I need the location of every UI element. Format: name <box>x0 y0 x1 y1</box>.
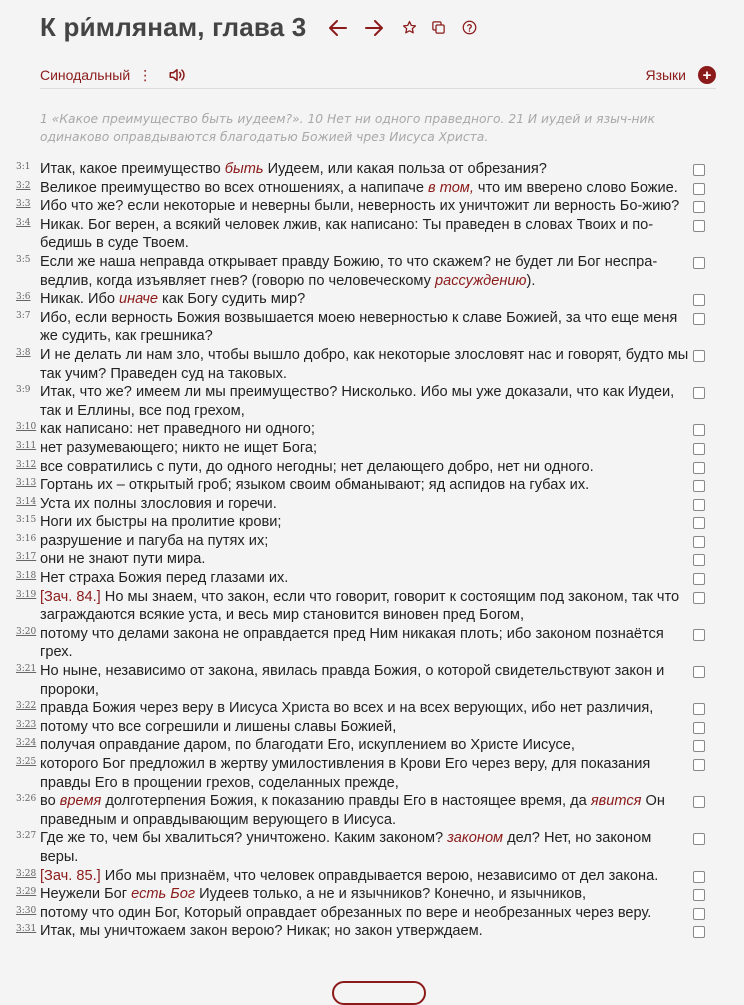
verse-text-segment: что им вверено слово Божие. <box>473 179 678 196</box>
verse-checkbox[interactable] <box>693 480 705 492</box>
more-button[interactable] <box>332 981 426 1005</box>
verse-row <box>0 532 744 551</box>
verse-number: 3:1 <box>16 162 31 172</box>
verse-checkbox[interactable] <box>693 164 705 176</box>
verse-number[interactable]: 3:31 <box>16 924 37 935</box>
verse-row <box>0 458 744 477</box>
plus-icon: + <box>698 66 716 84</box>
verse-row <box>0 625 744 662</box>
verse-text-segment: И не делать ли нам зло, чтобы вышло добро, как некоторые злословят нас и говорят, будто мы так учим? Праведен суд на таковых. <box>40 346 689 382</box>
verse-row <box>0 383 744 420</box>
verse-text <box>40 216 692 253</box>
verse-text-segment: потому что один Бог, Который оправдает обрезанных по вере и необрезанных через веру. <box>40 904 652 921</box>
verse-text <box>40 197 692 216</box>
verse-number[interactable]: 3:18 <box>16 571 37 582</box>
verse-text <box>40 476 692 495</box>
help-icon[interactable] <box>462 20 477 35</box>
verse-text-segment: Итак, мы уничтожаем закон верою? Никак; но закон утверждаем. <box>40 923 483 940</box>
verse-number[interactable]: 3:29 <box>16 887 37 898</box>
verse-list <box>0 160 744 941</box>
verse-number[interactable]: 3:25 <box>16 757 37 767</box>
verse-row <box>0 792 744 829</box>
verse-number[interactable]: 3:13 <box>16 478 37 489</box>
verse-checkbox[interactable] <box>693 722 705 734</box>
verse-text-segment: Ибо что же? если некоторые и неверны были, неверность их уничтожит ли верность Бо-жию? <box>40 198 680 215</box>
italic-insertion: быть <box>224 161 264 177</box>
verse-number[interactable]: 3:14 <box>16 496 37 507</box>
verse-text <box>40 290 692 309</box>
verse-text <box>40 792 692 829</box>
verse-text <box>40 309 692 346</box>
verse-row <box>0 513 744 532</box>
verse-text <box>40 346 692 383</box>
verse-checkbox[interactable] <box>693 833 705 845</box>
verse-text <box>40 736 692 755</box>
verse-row <box>0 420 744 439</box>
verse-number[interactable]: 3:19 <box>16 589 37 600</box>
verse-number[interactable]: 3:22 <box>16 701 37 712</box>
italic-insertion: есть Бог <box>131 886 196 903</box>
italic-insertion: явится <box>590 793 642 810</box>
verse-row <box>0 495 744 514</box>
verse-checkbox[interactable] <box>693 257 705 269</box>
reading-marker: [Зач. 84.] <box>40 588 101 605</box>
verse-text-segment: Где же то, чем бы хвалиться? уничтожено. Каким законом? <box>40 830 448 847</box>
verse-checkbox[interactable] <box>693 499 705 511</box>
verse-checkbox[interactable] <box>693 536 705 548</box>
verse-text-segment: дел? Нет, но законом веры. <box>40 830 652 865</box>
arrow-right-icon[interactable] <box>364 19 384 37</box>
verse-number: 3:7 <box>16 310 31 321</box>
verse-row <box>0 662 744 699</box>
verse-number[interactable]: 3:23 <box>16 719 37 730</box>
verse-text-segment: ). <box>526 272 536 289</box>
verse-text <box>40 458 692 477</box>
verse-checkbox[interactable] <box>693 871 705 883</box>
verse-text-segment: Уста их полны злословия и горечи. <box>40 495 277 512</box>
verse-checkbox[interactable] <box>693 573 705 585</box>
verse-checkbox[interactable] <box>693 443 705 455</box>
verse-checkbox[interactable] <box>693 759 705 771</box>
verse-row <box>0 569 744 588</box>
italic-insertion: в том, <box>428 179 474 196</box>
verse-text-segment: нет разумевающего; никто не ищет Бога; <box>40 439 318 456</box>
verse-text <box>40 513 692 532</box>
italic-insertion: время <box>59 793 102 810</box>
verse-number[interactable]: 3:17 <box>16 552 37 563</box>
verse-text <box>40 383 692 420</box>
verse-text-segment: Гортань их – открытый гроб; языком своим обманывают; яд аспидов на губах их. <box>40 477 590 494</box>
verse-row <box>0 755 744 792</box>
verse-text-segment: Итак, что же? имеем ли мы преимущество? Нисколько. Ибо мы уже доказали, что как Иудеи, так и Еллины, все под грехом, <box>40 384 675 419</box>
verse-text <box>40 625 692 662</box>
verse-text <box>40 699 692 718</box>
verse-checkbox[interactable] <box>693 350 705 362</box>
verse-checkbox[interactable] <box>693 592 705 604</box>
verse-number[interactable]: 3:10 <box>16 422 37 433</box>
verse-number[interactable]: 3:20 <box>16 626 37 637</box>
verse-text-segment: Иудеев только, а не и язычников? Конечно, и язычников, <box>195 886 587 903</box>
verse-text-segment: разрушение и пагуба на путях их; <box>40 532 269 549</box>
italic-insertion: иначе <box>119 291 158 308</box>
verse-checkbox[interactable] <box>693 462 705 474</box>
verse-text-segment: Он праведным и оправдывающим верующего в Иисуса. <box>40 793 665 828</box>
verse-row <box>0 736 744 755</box>
chapter-header <box>40 12 477 43</box>
verse-text-segment: Неужели Бог <box>40 886 132 903</box>
verse-text <box>40 829 692 866</box>
verse-row <box>0 922 744 941</box>
verse-text-segment: как Богу судить мир? <box>158 291 306 308</box>
verse-text <box>40 885 692 904</box>
verse-number[interactable]: 3:4 <box>16 217 31 228</box>
verse-text-segment: они не знают пути мира. <box>40 551 206 568</box>
verse-row <box>0 588 744 625</box>
verse-text <box>40 867 692 886</box>
page-title: К ри́млянам, глава 3 <box>40 12 307 42</box>
verse-text-segment: Ибо, если верность Божия возвышается моею неверностью к славе Божией, за что еще меня же судить, как грешника? <box>40 309 678 345</box>
verse-row <box>0 885 744 904</box>
verse-number: 3:26 <box>16 794 37 805</box>
verse-number: 3:27 <box>16 831 37 842</box>
verse-number[interactable]: 3:3 <box>16 199 31 210</box>
verse-checkbox[interactable] <box>693 889 705 901</box>
verse-text-segment: во <box>40 793 60 810</box>
arrow-left-icon[interactable] <box>328 19 348 37</box>
verse-checkbox[interactable] <box>693 201 705 213</box>
verse-text-segment: Но ныне, независимо от закона, явилась правда Божия, о которой свидетельствуют закон и пророки, <box>40 663 665 698</box>
speaker-icon[interactable] <box>168 67 186 83</box>
verse-number[interactable]: 3:2 <box>16 180 31 191</box>
verse-text <box>40 922 692 941</box>
translation-menu-icon[interactable]: ⋮ <box>138 66 153 83</box>
copy-icon[interactable] <box>431 20 446 35</box>
verse-row <box>0 829 744 866</box>
verse-text-segment: Иудеем, или какая польза от обрезания? <box>263 161 547 177</box>
verse-row <box>0 476 744 495</box>
verse-checkbox[interactable] <box>693 183 705 195</box>
verse-row <box>0 439 744 458</box>
verse-text-segment: Никак. Ибо <box>40 291 120 308</box>
chapter-summary: 1 «Какое преимущество быть иудеем?». 10 Нет ни одного праведного. 21 И иудей и языч-ник одинаково оправдываются благодатью Божией чрез Иисуса Христа. <box>40 112 655 144</box>
verse-text <box>40 160 692 179</box>
verse-checkbox[interactable] <box>693 796 705 808</box>
verse-number: 3:16 <box>16 533 37 544</box>
verse-checkbox[interactable] <box>693 926 705 938</box>
verse-text-segment: Ибо мы признаём, что человек оправдывается верою, независимо от дел закона. <box>100 867 659 884</box>
verse-checkbox[interactable] <box>693 294 705 306</box>
verse-row <box>0 290 744 309</box>
italic-insertion: законом <box>447 830 504 847</box>
verse-checkbox[interactable] <box>693 740 705 752</box>
verse-row <box>0 197 744 216</box>
verse-text <box>40 439 692 458</box>
verse-text <box>40 495 692 514</box>
verse-text <box>40 532 692 551</box>
verse-text-segment: которого Бог предложил в жертву умилостивления в Крови Его через веру, для показания правды Его в прощении грехов, соделанных прежде, <box>40 756 651 791</box>
verse-text-segment: Нет страха Божия перед глазами их. <box>40 570 289 587</box>
verse-checkbox[interactable] <box>693 703 705 715</box>
verse-number[interactable]: 3:30 <box>16 905 37 916</box>
verse-text <box>40 179 692 198</box>
verse-number[interactable]: 3:28 <box>16 868 37 879</box>
verse-text-segment: Ноги их быстры на пролитие крови; <box>40 514 282 531</box>
verse-text <box>40 904 692 923</box>
verse-checkbox[interactable] <box>693 517 705 529</box>
verse-checkbox[interactable] <box>693 220 705 232</box>
verse-row <box>0 346 744 383</box>
verse-text <box>40 755 692 792</box>
verse-text <box>40 662 692 699</box>
verse-checkbox[interactable] <box>693 424 705 436</box>
verse-text-segment: правда Божия через веру в Иисуса Христа во всех и на всех верующих, ибо нет различия, <box>40 700 654 717</box>
verse-row <box>0 550 744 569</box>
verse-number: 3:5 <box>16 254 31 265</box>
verse-number: 3:15 <box>16 515 37 526</box>
verse-text-segment: Но мы знаем, что закон, если что говорит, говорит к состоящим под законом, так что заграждаются всякие уста, и весь мир становится виновен пред Богом, <box>40 588 680 624</box>
verse-number[interactable]: 3:24 <box>16 738 37 749</box>
verse-row <box>0 216 744 253</box>
verse-text <box>40 420 692 439</box>
translation-selector[interactable]: Синодальный <box>40 67 131 83</box>
verse-number[interactable]: 3:21 <box>16 664 37 675</box>
verse-text <box>40 718 692 737</box>
verse-text-segment: Итак, какое преимущество <box>40 161 225 177</box>
verse-checkbox[interactable] <box>693 387 705 399</box>
reading-marker: [Зач. 85.] <box>40 867 101 884</box>
verse-row <box>0 867 744 886</box>
verse-checkbox[interactable] <box>693 554 705 566</box>
verse-text <box>40 253 692 290</box>
verse-checkbox[interactable] <box>693 666 705 678</box>
italic-insertion: рассуждению <box>434 272 527 289</box>
verse-checkbox[interactable] <box>693 313 705 325</box>
verse-text-segment: потому что делами закона не оправдается пред Ним никакая плоть; ибо законом познаётся грех. <box>40 625 664 661</box>
verse-text-segment: Никак. Бог верен, а всякий человек лжив, как написано: Ты праведен в словах Твоих и по-бедишь в суде Твоем. <box>40 216 654 252</box>
verse-number[interactable]: 3:8 <box>16 347 31 358</box>
verse-text <box>40 550 692 569</box>
verse-text-segment: все совратились с пути, до одного негодны; нет делающего добро, нет ни одного. <box>40 458 594 475</box>
verse-number: 3:9 <box>16 385 31 396</box>
verse-text-segment: потому что все согрешили и лишены славы Божией, <box>40 718 397 735</box>
verse-row <box>0 309 744 346</box>
verse-number[interactable]: 3:12 <box>16 459 37 470</box>
translation-bar <box>40 62 716 89</box>
languages-button[interactable] <box>645 66 716 84</box>
verse-text-segment: как написано: нет праведного ни одного; <box>40 421 315 438</box>
verse-row <box>0 904 744 923</box>
verse-checkbox[interactable] <box>693 908 705 920</box>
verse-text-segment: Великое преимущество во всех отношениях, а напипаче <box>40 179 429 196</box>
verse-row <box>0 160 744 179</box>
languages-label: Языки <box>645 67 686 83</box>
star-icon[interactable] <box>402 20 417 35</box>
verse-row <box>0 699 744 718</box>
verse-text <box>40 588 692 625</box>
verse-row <box>0 253 744 290</box>
verse-text-segment: долготерпения Божия, к показанию правды Его в настоящее время, да <box>101 793 591 810</box>
verse-text <box>40 569 692 588</box>
verse-text-segment: получая оправдание даром, по благодати Его, искуплением во Христе Иисусе, <box>40 737 575 754</box>
verse-checkbox[interactable] <box>693 629 705 641</box>
verse-number[interactable]: 3:6 <box>16 292 31 303</box>
verse-row <box>0 718 744 737</box>
verse-number[interactable]: 3:11 <box>16 440 37 451</box>
verse-text-segment: Если же наша неправда открывает правду Божию, то что скажем? не будет ли Бог неспра-ведлив, когда изъявляет гнев? (говорю по человеческому <box>40 253 658 289</box>
verse-row <box>0 179 744 198</box>
